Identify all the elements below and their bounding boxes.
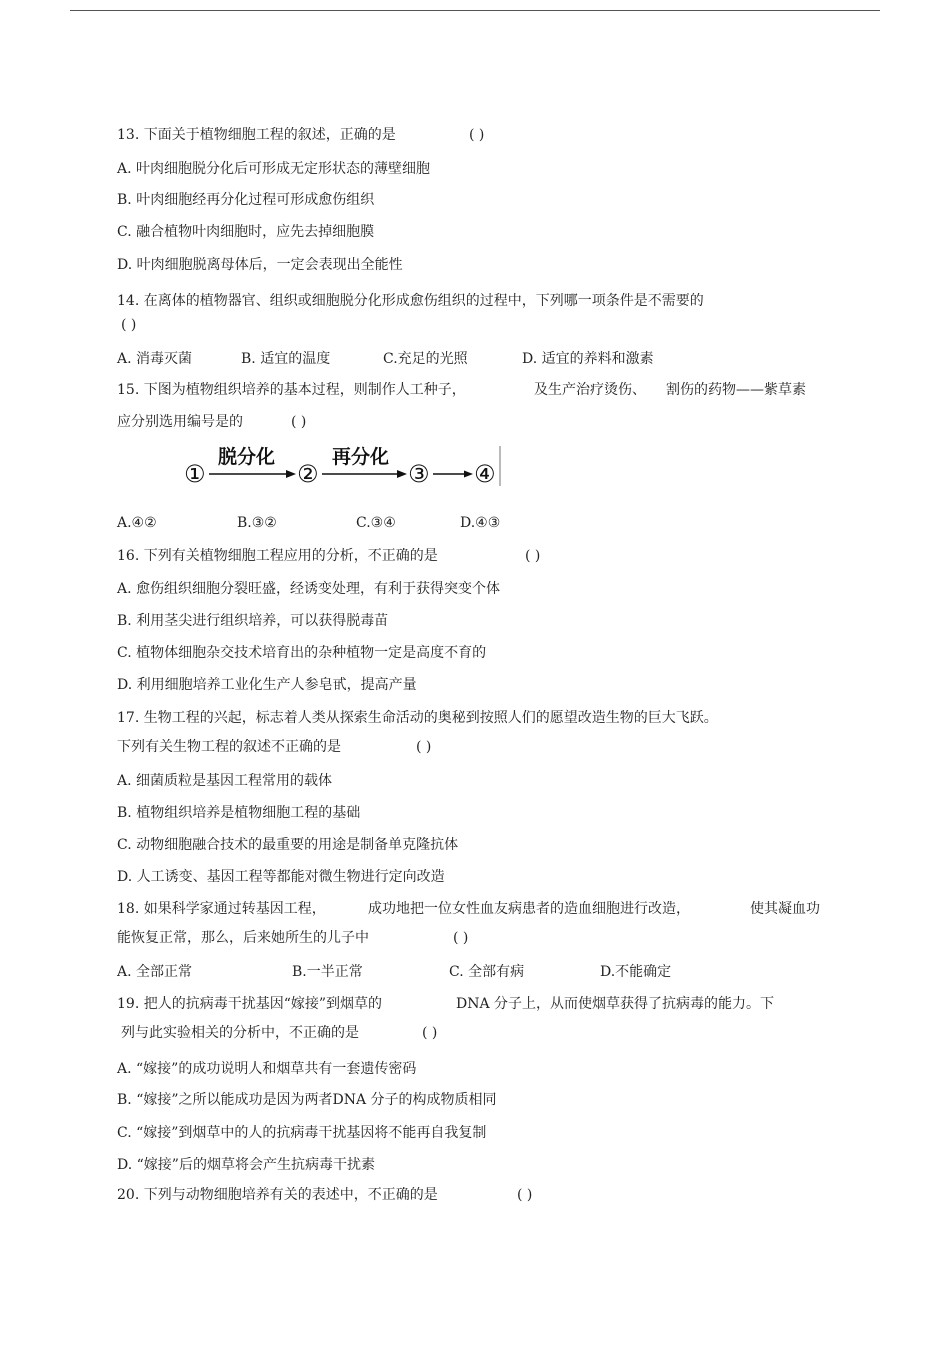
question-13-option-d: D. 叶肉细胞脱离母体后，一定会表现出全能性 [117,257,403,273]
question-13-option-c: C. 融合植物叶肉细胞时，应先去掉细胞膜 [117,224,375,240]
question-15-text-part2: 及生产治疗烫伤、 [534,382,646,398]
question-19-text-part2: DNA 分子上，从而使烟草获得了抗病毒的能力。下 [456,996,775,1012]
question-13-option-b: B. 叶肉细胞经再分化过程可形成愈伤组织 [117,192,375,208]
question-14-option-d: D. 适宜的养料和激素 [522,351,654,367]
header-rule [70,10,880,11]
question-20-text: 20. 下列与动物细胞培养有关的表述中，不正确的是 [117,1187,438,1203]
question-14-stem: 14. 在离体的植物器官、组织或细胞脱分化形成愈伤组织的过程中，下列哪一项条件是不需要的 [117,293,704,309]
question-13-text: 13. 下面关于植物细胞工程的叙述，正确的是 [117,127,396,143]
question-19-option-a: A. “嫁接”的成功说明人和烟草共有一套遗传密码 [117,1061,417,1077]
tissue-culture-diagram [182,444,502,488]
question-17-stem-line1: 17. 生物工程的兴起，标志着人类从探索生命活动的奥秘到按照人们的愿望改造生物的巨大飞跃。 [117,710,718,726]
question-13-option-a: A. 叶肉细胞脱分化后可形成无定形状态的薄壁细胞 [117,161,431,177]
question-15-option-d: D.④③ [460,515,501,531]
question-17-option-a: A. 细菌质粒是基因工程常用的载体 [117,773,333,789]
question-16-option-c: C. 植物体细胞杂交技术培育出的杂种植物一定是高度不育的 [117,645,487,661]
question-16-option-b: B. 利用茎尖进行组织培养，可以获得脱毒苗 [117,613,389,629]
diagram-arrowhead-3 [464,471,473,478]
question-17-answer-paren: ( ) [416,739,432,755]
question-18-text-part1: 18. 如果科学家通过转基因工程， [117,901,326,917]
question-15-option-c: C.③④ [356,515,396,531]
question-16-option-a: A. 愈伤组织细胞分裂旺盛，经诱变处理，有利于获得突变个体 [117,581,501,597]
question-15-answer-paren: ( ) [291,414,307,430]
question-19-option-b: B. “嫁接”之所以能成功是因为两者DNA 分子的构成物质相同 [117,1092,497,1108]
question-18-option-a: A. 全部正常 [117,964,193,980]
diagram-arrowhead-2 [397,470,407,478]
question-18-text-part2: 成功地把一位女性血友病患者的造血细胞进行改造， [368,901,690,917]
question-15-text-part4: 应分别选用编号是的 [117,414,243,430]
diagram-node-4: ④ [474,460,496,488]
question-17-option-c: C. 动物细胞融合技术的最重要的用途是制备单克隆抗体 [117,837,459,853]
question-15-text-part3: 割伤的药物——紫草素 [666,382,806,398]
question-15-text-part1: 15. 下图为植物组织培养的基本过程，则制作人工种子， [117,382,466,398]
diagram-node-1: ① [184,460,206,488]
question-18-text-part4: 能恢复正常，那么，后来她所生的儿子中 [117,930,369,946]
question-19-option-d: D. “嫁接”后的烟草将会产生抗病毒干扰素 [117,1157,375,1173]
question-17-option-b: B. 植物组织培养是植物细胞工程的基础 [117,805,361,821]
question-17-option-d: D. 人工诱变、基因工程等都能对微生物进行定向改造 [117,869,445,885]
diagram-node-2: ② [297,460,319,488]
question-18-answer-paren: ( ) [453,930,469,946]
question-14-option-c: C.充足的光照 [383,351,468,367]
question-16-answer-paren: ( ) [525,548,541,564]
question-18-text-part3: 使其凝血功 [750,901,820,917]
question-19-text-part3: 列与此实验相关的分析中，不正确的是 [121,1025,359,1041]
diagram-label-redifferentiation: 再分化 [332,446,390,468]
question-15-option-a: A.④② [117,515,157,531]
question-17-text: 下列有关生物工程的叙述不正确的是 [117,739,341,755]
question-18-option-d: D.不能确定 [600,964,672,980]
question-16-option-d: D. 利用细胞培养工业化生产人参皂甙，提高产量 [117,677,417,693]
question-18-option-c: C. 全部有病 [449,964,525,980]
question-14-option-b: B. 适宜的温度 [241,351,331,367]
diagram-node-3: ③ [408,460,430,488]
question-14-answer-paren: ( ) [121,317,137,333]
diagram-label-dedifferentiation: 脱分化 [218,446,276,468]
question-13-answer-paren: ( ) [469,127,485,143]
question-20-answer-paren: ( ) [517,1187,533,1203]
question-18-option-b: B.一半正常 [292,964,363,980]
question-15-option-b: B.③② [237,515,277,531]
question-19-option-c: C. “嫁接”到烟草中的人的抗病毒干扰基因将不能再自我复制 [117,1125,487,1141]
diagram-arrowhead-1 [286,470,296,478]
question-19-text-part1: 19. 把人的抗病毒干扰基因“嫁接”到烟草的 [117,996,383,1012]
question-16-text: 16. 下列有关植物细胞工程应用的分析，不正确的是 [117,548,438,564]
question-14-option-a: A. 消毒灭菌 [117,351,193,367]
question-19-answer-paren: ( ) [422,1025,438,1041]
